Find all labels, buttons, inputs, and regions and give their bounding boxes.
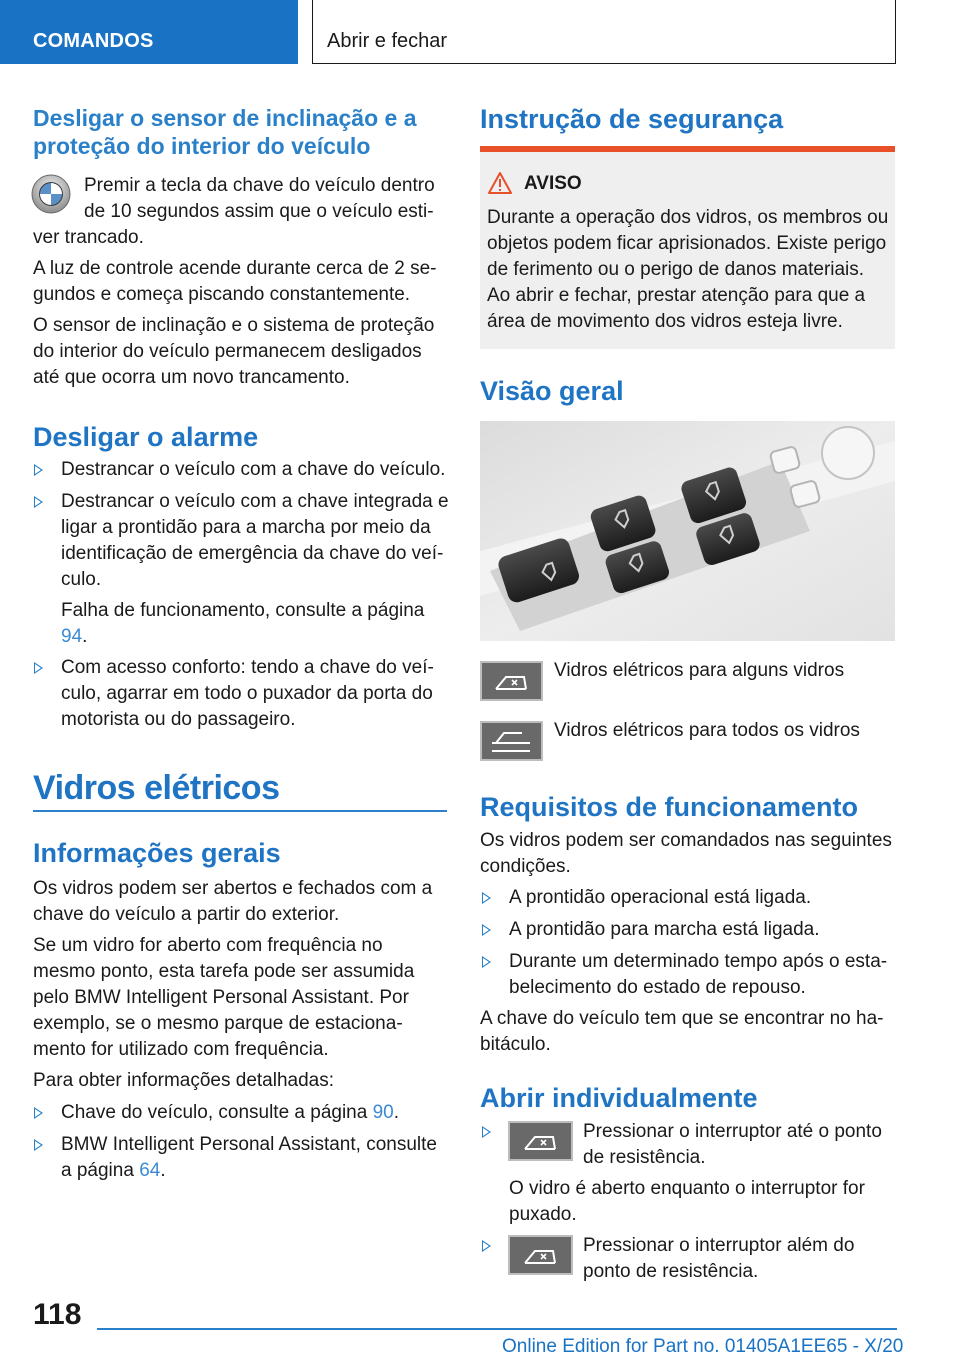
window-icon (510, 1237, 571, 1273)
window-switch-illustration (480, 421, 895, 641)
section-title-safety: Instrução de segurança (480, 104, 784, 134)
paragraph-line: do interior do veículo permanecem desligados (33, 341, 422, 362)
warning-triangle-icon (487, 171, 513, 195)
paragraph-line: Se um vidro for aberto com frequência no (33, 935, 383, 956)
bullet-icon (482, 1240, 491, 1252)
paragraph-line: chave do veículo a partir do exterior. (33, 904, 340, 925)
paragraph-line: puxado. (509, 1204, 577, 1225)
paragraph-line: de 10 segundos assim que o veículo esti- (84, 201, 434, 222)
bullet-text: A prontidão para marcha está ligada. (509, 919, 820, 940)
bullet-icon (34, 662, 43, 674)
edition-text: Online Edition for Part no. 01405A1EE65 - X/20 (502, 1336, 904, 1357)
paragraph-line: A luz de controle acende durante cerca de 2 se- (33, 258, 437, 279)
page-link[interactable]: 64 (139, 1160, 161, 1181)
paragraph-line: Os vidros podem ser abertos e fechados com a (33, 878, 433, 899)
paragraph-line: Premir a tecla da chave do veículo dentro (84, 175, 435, 196)
section-title-general: Informações gerais (33, 838, 281, 868)
bullet-text: Destrancar o veículo com a chave do veículo. (61, 459, 446, 480)
bullet-icon (482, 892, 491, 904)
bullet-text: BMW Intelligent Personal Assistant, consulte (61, 1134, 437, 1155)
bullet-text: a página 64. (61, 1160, 166, 1181)
paragraph-line: mesmo ponto, esta tarefa pode ser assumida (33, 961, 415, 982)
section-title-open-individually: Abrir individualmente (480, 1083, 758, 1113)
bullet-icon (34, 1139, 43, 1151)
bullet-icon (482, 1126, 491, 1138)
window-all-icon (482, 723, 541, 759)
chapter-rule (33, 810, 447, 812)
paragraph-line: gundos e começa piscando constantemente. (33, 284, 411, 305)
section-title-overview: Visão geral (480, 376, 624, 406)
bullet-text: culo. (61, 569, 102, 590)
bullet-icon (482, 924, 491, 936)
bullet-text: identificação de emergência da chave do veí- (61, 543, 444, 564)
page-link[interactable]: 94 (61, 626, 83, 647)
section-title-tilt-sensor-2: proteção do interior do veículo (33, 133, 371, 159)
bullet-text: de resistência. (583, 1147, 706, 1168)
section-title-alarm: Desligar o alarme (33, 422, 259, 452)
bullet-icon (34, 496, 43, 508)
window-icon (482, 663, 541, 699)
section-title-tilt-sensor-1: Desligar o sensor de inclinação e a (33, 105, 417, 131)
window-switch-icon (508, 1235, 573, 1275)
paragraph-line: bitáculo. (480, 1034, 551, 1055)
bullet-text: belecimento do estado de repouso. (509, 977, 806, 998)
warning-line: objetos podem ficar aprisionados. Existe perigo (487, 233, 887, 254)
topic-label: Abrir e fechar (327, 30, 448, 52)
malfunction-text: Falha de funcionamento, consulte a página (61, 600, 425, 621)
all-windows-switch-icon (480, 721, 543, 761)
bmw-key-icon (31, 174, 71, 214)
page-ref-line: 94. (61, 626, 88, 647)
bullet-text: A prontidão operacional está ligada. (509, 887, 812, 908)
page-number: 118 (33, 1298, 82, 1331)
chapter-title: Vidros elétricos (33, 769, 280, 807)
window-icon (510, 1123, 571, 1159)
bullet-text: ligar a prontidão para a marcha por meio da (61, 517, 431, 538)
bullet-text: Destrancar o veículo com a chave integrada e (61, 491, 449, 512)
warning-line: de ferimento ou o perigo de danos materiais. (487, 259, 865, 280)
window-switch-icon (508, 1121, 573, 1161)
topic-tab (312, 0, 896, 64)
bullet-icon (34, 1107, 43, 1119)
paragraph-line: O vidro é aberto enquanto o interruptor for (509, 1178, 865, 1199)
warning-label: AVISO (524, 173, 582, 194)
bullet-text: Chave do veículo, consulte a página 90. (61, 1102, 400, 1123)
bullet-text: culo, agarrar em todo o puxador da porta do (61, 683, 433, 704)
warning-line: Durante a operação dos vidros, os membros ou (487, 207, 889, 228)
paragraph-line: A chave do veículo tem que se encontrar no ha- (480, 1008, 884, 1029)
bullet-text: Com acesso conforto: tendo a chave do veí- (61, 657, 434, 678)
paragraph-line: condições. (480, 856, 571, 877)
page-link[interactable]: 90 (372, 1102, 394, 1123)
bullet-icon (34, 464, 43, 476)
bullet-icon (482, 956, 491, 968)
bullet-text: Pressionar o interruptor além do (583, 1235, 855, 1256)
section-tab (0, 0, 298, 64)
bullet-text: ponto de resistência. (583, 1261, 759, 1282)
bullet-text: Pressionar o interruptor até o ponto (583, 1121, 882, 1142)
legend-text: Vidros elétricos para alguns vidros (554, 660, 845, 681)
legend-text: Vidros elétricos para todos os vidros (554, 720, 860, 741)
paragraph-line: O sensor de inclinação e o sistema de proteção (33, 315, 435, 336)
paragraph-line: Para obter informações detalhadas: (33, 1070, 335, 1091)
warning-line: área de movimento dos vidros esteja livre. (487, 311, 843, 332)
paragraph-line: mento for utilizado com frequência. (33, 1039, 329, 1060)
section-title-requirements: Requisitos de funcionamento (480, 792, 859, 822)
warning-line: Ao abrir e fechar, prestar atenção para que a (487, 285, 866, 306)
paragraph-line: até que ocorra um novo trancamento. (33, 367, 350, 388)
some-windows-switch-icon (480, 661, 543, 701)
section-label: COMANDOS (33, 30, 154, 52)
bullet-text: motorista ou do passageiro. (61, 709, 296, 730)
paragraph-line: ver trancado. (33, 227, 144, 248)
bullet-text: Durante um determinado tempo após o esta- (509, 951, 888, 972)
paragraph-line: exemplo, se o mesmo parque de estaciona- (33, 1013, 403, 1034)
footer-rule (97, 1328, 897, 1330)
paragraph-line: Os vidros podem ser comandados nas seguintes (480, 830, 892, 851)
window-switch-photo (480, 421, 895, 641)
paragraph-line: pelo BMW Intelligent Personal Assistant. Por (33, 987, 409, 1008)
